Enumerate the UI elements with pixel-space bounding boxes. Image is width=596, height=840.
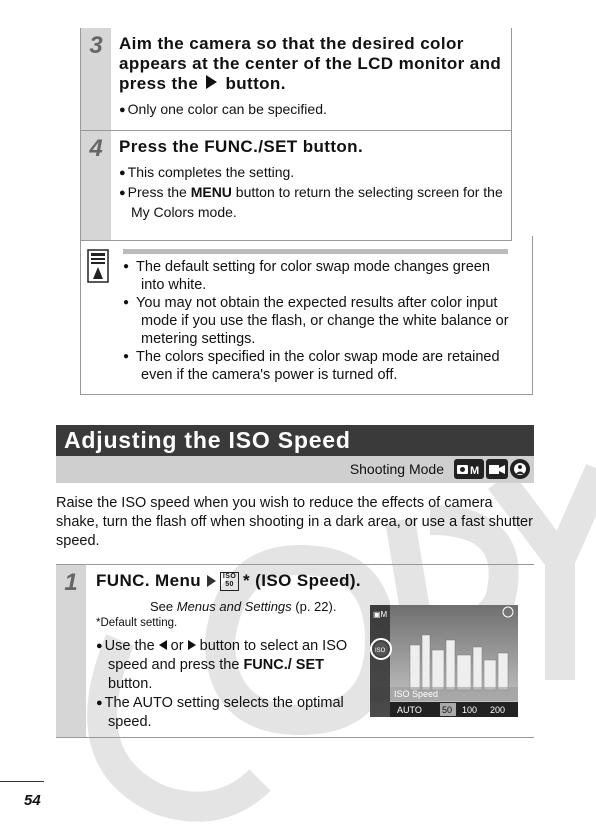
note-item: ● The colors specified in the color swap mode are retained even if the camera's power is turned off. (123, 348, 515, 384)
note-icon (87, 249, 109, 283)
see-reference: See Menus and Settings (p. 22). (150, 599, 337, 614)
step-bullet: ● The AUTO setting selects the optimal speed. (96, 694, 364, 732)
step-bullet: ● Use the or button to select an ISO speed and press the FUNC./ SET button. (96, 637, 364, 694)
shooting-mode-band (56, 456, 534, 483)
camera-movie-icon (486, 459, 508, 479)
lcd-option: 100 (462, 705, 478, 715)
left-arrow-icon (159, 640, 167, 650)
note-item: ● You may not obtain the expected results after color input mode if you use the flash, or change the white balance or metering settings. (123, 294, 515, 348)
special-scene-icon (510, 459, 530, 479)
lcd-option: AUTO (397, 705, 422, 715)
step-title-text-end: button. (225, 74, 286, 93)
default-note: *Default setting. (96, 617, 178, 629)
note-header-bar (123, 249, 508, 254)
step-1 (56, 564, 534, 738)
step-title: Press the FUNC./SET button. (119, 137, 364, 156)
step-number: 1 (56, 565, 86, 737)
page-number: 54 (24, 792, 41, 809)
note-item: ● The default setting for color swap mode changes green into white. (123, 258, 515, 294)
step-number: 3 (81, 28, 111, 130)
step-bullet: ● Press the MENU button to return the selecting screen for the My Colors mode. (119, 183, 505, 222)
lcd-screen-image (370, 605, 518, 717)
camera-m-icon (454, 459, 484, 479)
svg-text:▣M: ▣M (373, 610, 388, 619)
right-arrow-icon (206, 75, 217, 89)
note-box (80, 236, 533, 395)
arrow-right-icon (207, 575, 216, 587)
page-rule (0, 781, 44, 782)
lcd-label: ISO Speed (394, 689, 439, 699)
iso-icon: ISO 50 (220, 572, 239, 591)
note-list (123, 258, 515, 384)
step-title (119, 34, 505, 94)
steps-box (80, 28, 512, 241)
step-bullet: ● This completes the setting. (119, 163, 505, 183)
step-bullet: ● Only one color can be specified. (119, 100, 505, 120)
step-title-text: Aim the camera so that the desired color appears at the center of the LCD monitor and press the (119, 34, 502, 93)
section-heading (56, 425, 534, 456)
svg-text:M: M (470, 465, 480, 476)
shooting-mode-label: Shooting Mode (349, 461, 444, 477)
right-arrow-icon (188, 640, 196, 650)
intro-paragraph: Raise the ISO speed when you wish to reduce the effects of camera shake, turn the flash off when shooting in a dark area, or use a fast shutter speed. (56, 495, 533, 549)
section-title: Adjusting the ISO Speed (64, 427, 351, 453)
step-number: 4 (81, 131, 111, 240)
step-4 (81, 131, 511, 241)
lcd-option-selected: 50 (442, 705, 453, 715)
svg-text:ISO: ISO (375, 648, 386, 654)
step-3 (81, 28, 511, 131)
lcd-option: 200 (490, 705, 506, 715)
step-title: FUNC. Menu ISO 50 * (ISO Speed). (96, 571, 362, 590)
